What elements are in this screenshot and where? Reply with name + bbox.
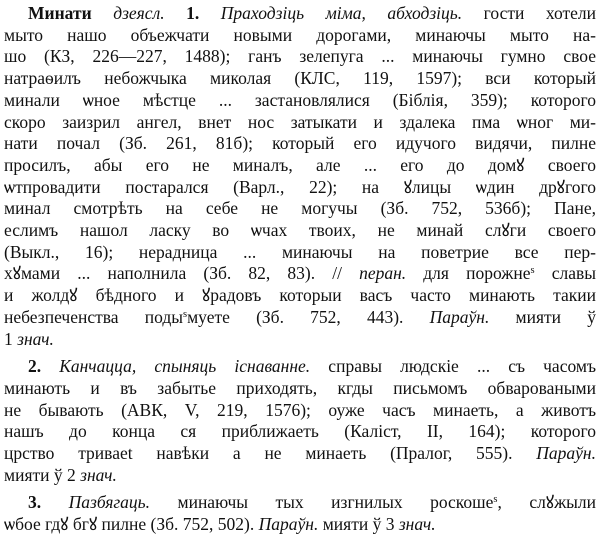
entry-line [4,46,596,68]
text-run: мияти ў 3 [318,514,399,535]
superscript-letter: s [530,265,535,277]
entry-line [4,242,596,264]
text-run: минаючы тых изгнилых роскоше [150,492,494,513]
entry-line [4,443,596,465]
entry-line [4,3,596,25]
bold-run: 1. [186,3,200,23]
entry-line [4,465,596,487]
text-run: ѡтпровадити постарался (Варл., 22); на ꙋлицы ѡдин дрꙋгого [4,176,596,197]
text-run: , слꙋжыли [497,492,596,513]
italic-label: знач. [398,514,436,535]
text-run: муете (Зб. 752, 443). [187,306,430,327]
entry-line [4,177,596,199]
text-run: нашъ до конца ся приближаеть (Каліст, II, 164); которого [4,421,596,442]
entry-line [4,492,596,514]
entry-line [4,133,596,155]
italic-label: знач. [80,464,117,485]
sense-1-paragraph [4,3,596,350]
entry-line [4,25,596,47]
text-run: хꙋмами ... наполнила (Зб. 82, 83). // [4,263,360,284]
entry-line [4,285,596,307]
entry-line [4,220,596,242]
superscript-letter: s [183,309,188,321]
entry-line [4,155,596,177]
text-run: минали ѡное мѣстце ... застановлялися (Біблія, 359); которого [4,89,596,110]
text-run: ѡбое гдꙋ бгꙋ пилне (Зб. 752, 502). [4,514,259,535]
italic-label: Параўн. [258,514,319,535]
text-run [165,3,187,23]
entry-line [4,307,596,329]
text-run: нати почал (Зб. 261, 81б); который его идучого видячи, пилне [4,133,596,154]
entry-line [4,198,596,220]
text-run: шо (КЗ, 226—227, 1488); ганъ зелепуга ... минаючы гумно свое [4,46,596,67]
text-run: скоро заизрил ангел, внет нос затыкати и здалека пма ѡног ми- [4,111,596,132]
bold-run: 3. [28,492,42,513]
italic-label: знач. [17,328,54,349]
text-run: небезпеченства поды [4,306,184,327]
italic-label: дзеясл. [113,3,165,23]
sense-2-paragraph [4,356,596,486]
bold-run: Минати [28,3,92,23]
bold-run: 2. [28,356,42,377]
text-run: мияти ў [489,306,596,327]
text-run: натраѳилъ небожчыка миколая (КЛС, 119, 1597); вси который [4,68,596,89]
entry-line [4,378,596,400]
italic-label: Параўн. [536,443,596,464]
entry-line [4,356,596,378]
text-run: црство триваеt навѣки а не минаеть (Пралог, 555). [4,443,537,464]
text-run [41,492,69,512]
text-run: славы [534,263,596,284]
entry-line [4,112,596,134]
italic-label: Праходзіць міма, абходзіць. [220,3,463,23]
entry-line [4,263,596,285]
text-run: гости хотели [462,3,596,23]
text-run: мыто нашо объежчати новыми дорогами, минаючы мыто на- [4,24,596,45]
entry-line [4,68,596,90]
text-run: минають и въ забытье приходять, кгды письмомъ обвароваными [4,377,596,398]
text-run: для порожне [406,263,531,284]
text-run: (Выкл., 16); нерадница ... минаючы на поветрие все пер- [4,241,596,262]
text-run: и жолдꙋ бѣдного и ꙋрадовъ которыи васъ часто минають такии [4,285,596,306]
text-run: минал смотрѣть на себе не могучы (Зб. 752, 536б); Пане, [4,198,596,219]
italic-label: Канчацца, спыняць існаванне. [59,356,311,377]
text-run [92,3,114,23]
entry-line [4,329,596,351]
text-run [199,3,221,23]
italic-label: Параўн. [429,306,490,327]
text-run [41,356,59,376]
text-run: мияти ў 2 [4,464,81,485]
italic-label: Пазбягаць. [68,492,151,513]
sense-3-paragraph [4,492,596,535]
text-run: 1 [4,328,18,349]
entry-line [4,514,596,536]
text-run: справы людскіе ... съ часомъ [310,356,596,377]
entry-line [4,421,596,443]
text-run: еслимъ нашол ласку во ѡчах твоих, не минай слꙋги своего [4,220,596,241]
superscript-letter: s [493,494,498,506]
text-run: не бывають (АВК, V, 219, 1576); оуже часъ минаеть, а животъ [4,399,596,420]
italic-label: перан. [359,263,407,284]
entry-line [4,400,596,422]
text-run: просилъ, абы его не миналъ, але ... его до домꙋ своего [4,154,596,175]
entry-line [4,90,596,112]
